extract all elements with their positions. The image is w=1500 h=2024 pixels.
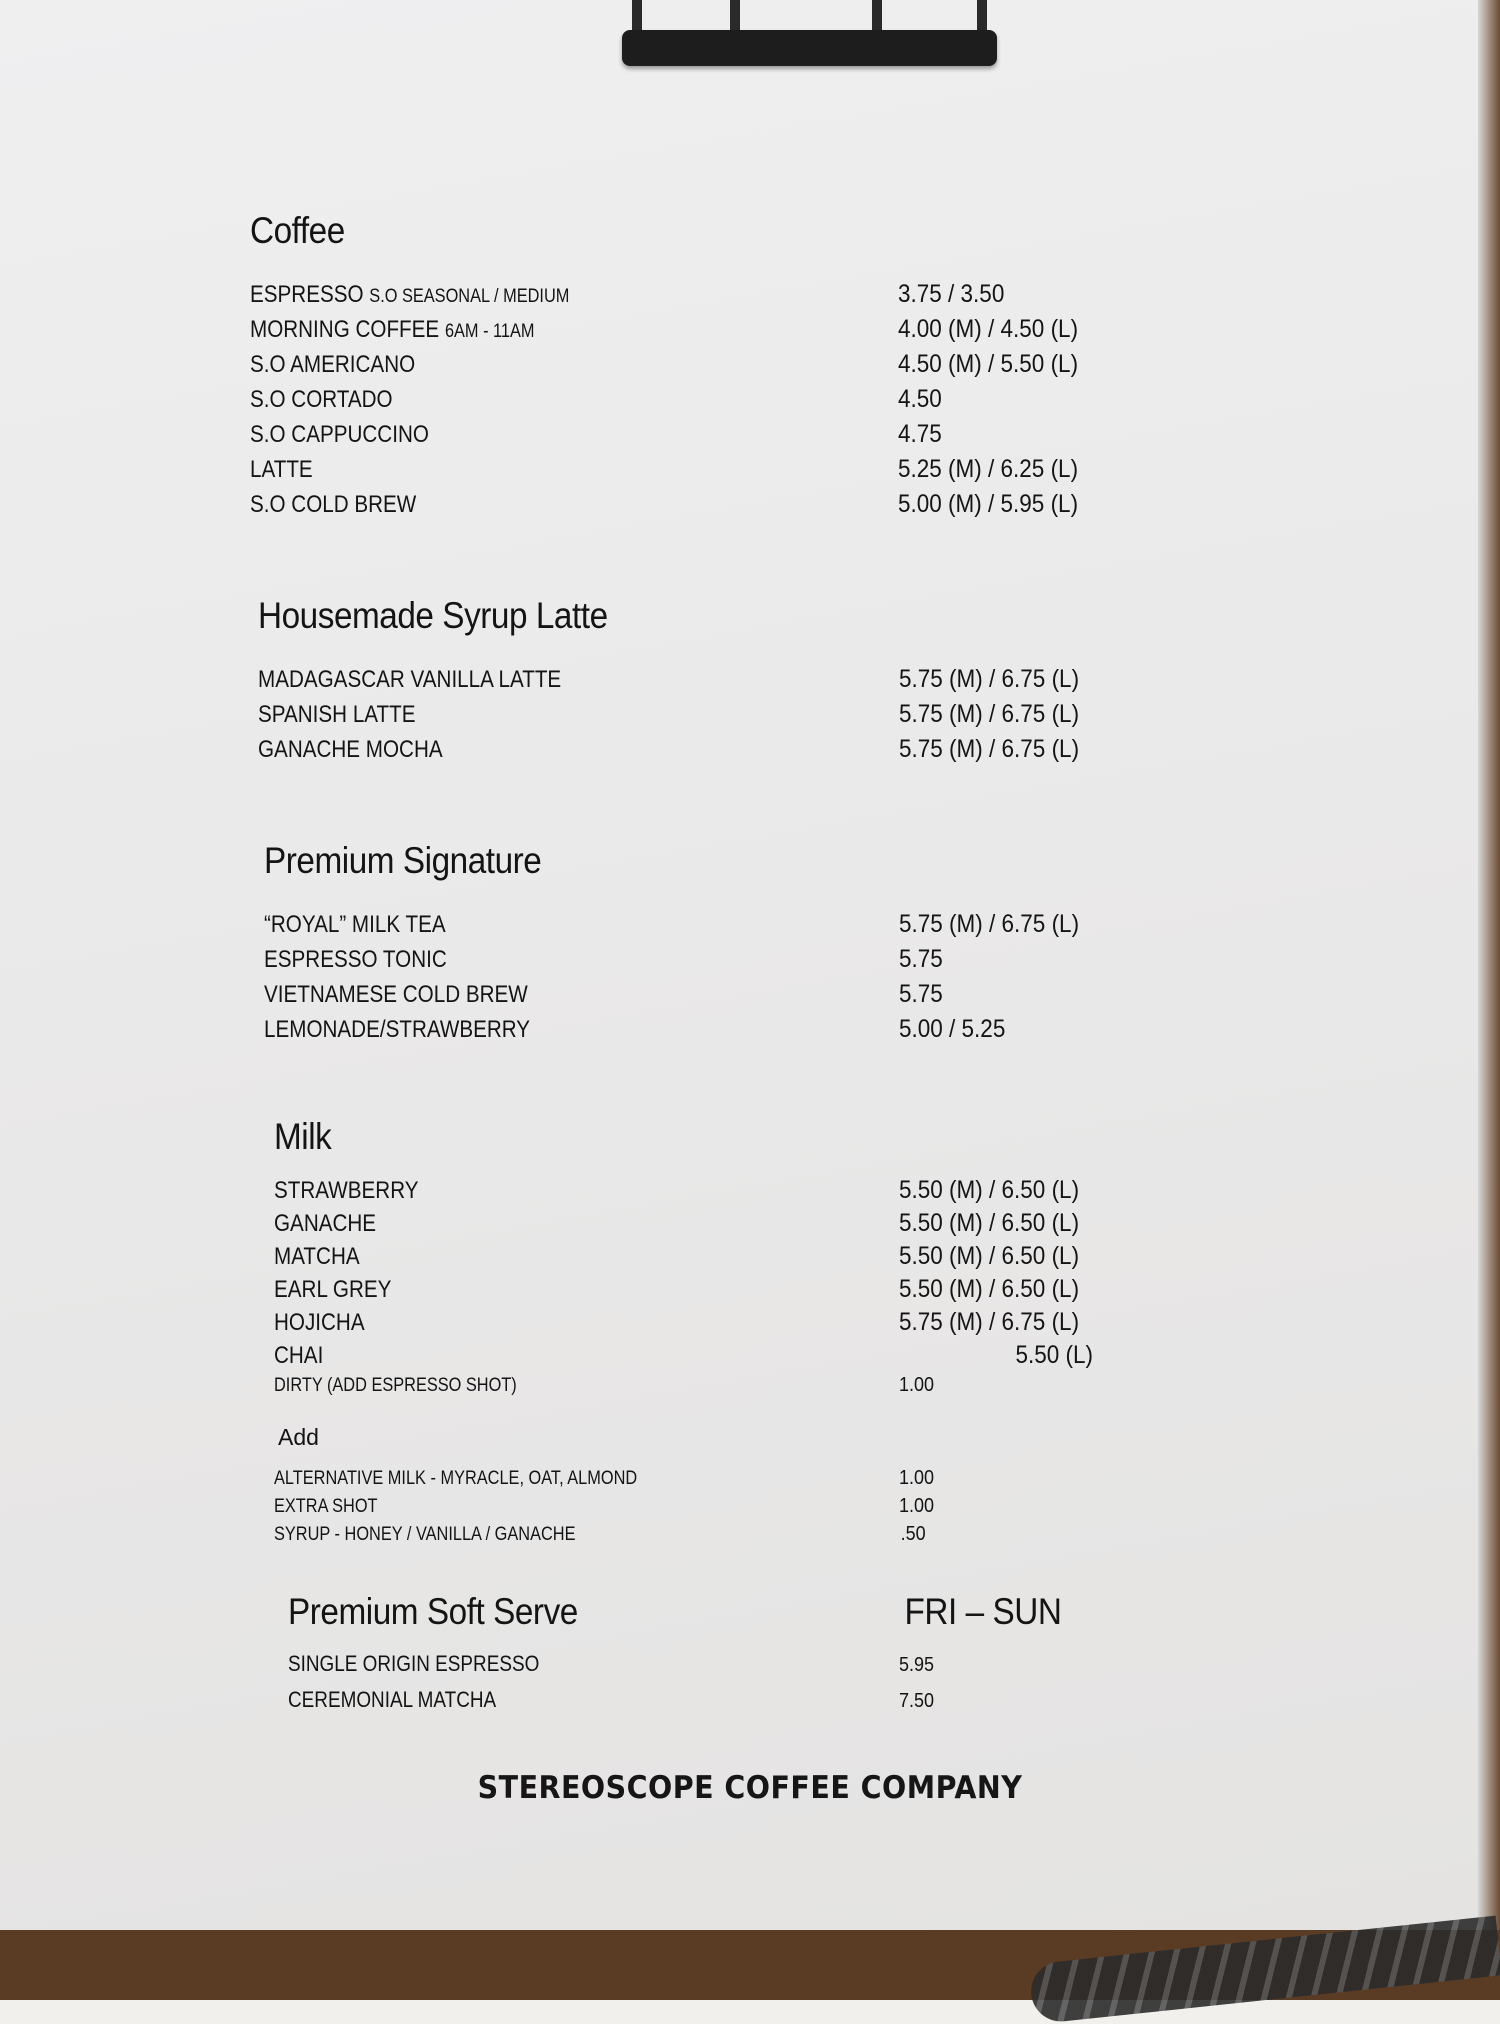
item-name: S.O CORTADO	[250, 386, 393, 413]
menu-item	[258, 665, 1130, 700]
item-name: CHAI	[274, 1342, 324, 1369]
item-note: 6AM - 11AM	[444, 321, 535, 342]
item-name: MATCHA	[274, 1243, 360, 1270]
add-ons-label: Add	[278, 1424, 319, 1450]
menu-content	[250, 210, 1130, 1723]
add-on-item	[274, 1467, 1130, 1495]
menu-item	[250, 280, 1130, 315]
add-on-item	[274, 1495, 1130, 1523]
menu-item	[250, 420, 1130, 455]
section-soft-serve	[288, 1591, 1130, 1723]
item-price: 5.75 (M) / 6.75 (L)	[898, 700, 1079, 728]
item-name: ESPRESSO TONIC	[264, 946, 447, 973]
item-price: 4.75	[898, 420, 943, 448]
menu-item	[274, 1374, 1130, 1406]
item-name: LEMONADE/STRAWBERRY	[264, 1016, 531, 1043]
item-price: 4.00 (M) / 4.50 (L)	[898, 315, 1079, 343]
section-title	[288, 1591, 1062, 1633]
section-premium-signature	[264, 840, 1130, 1050]
item-name: S.O COLD BREW	[250, 491, 417, 518]
menu-item	[250, 350, 1130, 385]
item-price: 5.25 (M) / 6.25 (L)	[898, 455, 1079, 483]
section-title-text: Milk	[274, 1116, 332, 1157]
item-price: 4.50	[898, 385, 943, 413]
item-name: EARL GREY	[274, 1276, 392, 1303]
section-title-text: Housemade Syrup Latte	[258, 595, 608, 636]
menu-item	[258, 735, 1130, 770]
item-name: SINGLE ORIGIN ESPRESSO	[288, 1651, 540, 1676]
item-price: 1.00	[898, 1374, 934, 1396]
menu-item	[274, 1341, 1130, 1374]
item-price: 5.75	[898, 980, 943, 1008]
section-title-text: Premium Signature	[264, 840, 542, 881]
item-price: 5.50 (M) / 6.50 (L)	[898, 1275, 1079, 1303]
menu-item	[274, 1275, 1130, 1308]
menu-item	[250, 385, 1130, 420]
item-name: SPANISH LATTE	[258, 701, 416, 728]
menu-item	[274, 1308, 1130, 1341]
menu-item	[274, 1176, 1130, 1209]
section-coffee	[250, 210, 1130, 525]
item-price: 5.50 (L)	[1015, 1341, 1093, 1369]
item-name: CEREMONIAL MATCHA	[288, 1687, 497, 1712]
item-name: DIRTY (ADD ESPRESSO SHOT)	[274, 1375, 517, 1396]
section-title	[258, 595, 1043, 637]
item-price: 5.50 (M) / 6.50 (L)	[898, 1209, 1079, 1237]
add-on-item	[274, 1523, 1130, 1551]
menu-item	[258, 700, 1130, 735]
menu-item	[250, 455, 1130, 490]
menu-item	[264, 910, 1130, 945]
item-name: GANACHE	[274, 1210, 377, 1237]
item-price: 5.75	[898, 945, 943, 973]
item-name: SYRUP - HONEY / VANILLA / GANACHE	[274, 1524, 576, 1545]
item-price: 5.95	[898, 1654, 934, 1676]
clip-bar	[622, 30, 997, 66]
item-price: 5.00 (M) / 5.95 (L)	[898, 490, 1079, 518]
section-title	[250, 210, 1042, 252]
menu-item	[274, 1242, 1130, 1275]
item-price: 3.75 / 3.50	[898, 280, 1005, 308]
menu-item	[264, 980, 1130, 1015]
menu-item	[274, 1209, 1130, 1242]
menu-item	[250, 490, 1130, 525]
item-price: 5.75 (M) / 6.75 (L)	[898, 735, 1079, 763]
item-price: 5.50 (M) / 6.50 (L)	[898, 1176, 1079, 1204]
item-price: 7.50	[898, 1690, 934, 1712]
item-name	[250, 281, 808, 309]
menu-item	[250, 315, 1130, 350]
item-price: 1.00	[898, 1467, 934, 1489]
item-note: S.O SEASONAL / MEDIUM	[369, 286, 570, 307]
item-name: S.O CAPPUCCINO	[250, 421, 429, 448]
item-name	[250, 316, 808, 344]
item-name-text: ESPRESSO	[250, 281, 364, 308]
menu-item	[288, 1651, 1130, 1687]
item-price: 5.75 (M) / 6.75 (L)	[898, 665, 1079, 693]
item-price: 4.50 (M) / 5.50 (L)	[898, 350, 1079, 378]
table-edge	[1478, 0, 1500, 1930]
section-title-text: Premium Soft Serve	[288, 1591, 578, 1632]
section-title	[274, 1116, 1044, 1158]
item-name-text: MORNING COFFEE	[250, 316, 440, 343]
item-price: .50	[901, 1523, 927, 1545]
item-price: 5.75 (M) / 6.75 (L)	[898, 1308, 1079, 1336]
item-price: 1.00	[898, 1495, 934, 1517]
item-name: S.O AMERICANO	[250, 351, 416, 378]
item-price: 5.75 (M) / 6.75 (L)	[898, 910, 1079, 938]
menu-item	[264, 1015, 1130, 1050]
menu-item	[264, 945, 1130, 980]
section-syrup-latte	[258, 595, 1130, 770]
availability-days: FRI – SUN	[904, 1591, 1062, 1632]
binder-clip	[622, 0, 997, 70]
section-title	[264, 840, 1043, 882]
item-name: HOJICHA	[274, 1309, 365, 1336]
item-name: STRAWBERRY	[274, 1177, 419, 1204]
item-name: VIETNAMESE COLD BREW	[264, 981, 528, 1008]
section-title-text: Coffee	[250, 210, 345, 251]
item-name: ALTERNATIVE MILK - MYRACLE, OAT, ALMOND	[274, 1468, 638, 1489]
section-milk	[274, 1116, 1130, 1551]
item-name: GANACHE MOCHA	[258, 736, 443, 763]
company-name: STEREOSCOPE COFFEE COMPANY	[477, 1770, 1023, 1806]
menu-item	[288, 1687, 1130, 1723]
item-name: LATTE	[250, 456, 313, 483]
item-name: MADAGASCAR VANILLA LATTE	[258, 666, 562, 693]
item-name: EXTRA SHOT	[274, 1496, 378, 1517]
item-price: 5.50 (M) / 6.50 (L)	[898, 1242, 1079, 1270]
item-name: “ROYAL” MILK TEA	[264, 911, 446, 938]
item-price: 5.00 / 5.25	[898, 1015, 1005, 1043]
